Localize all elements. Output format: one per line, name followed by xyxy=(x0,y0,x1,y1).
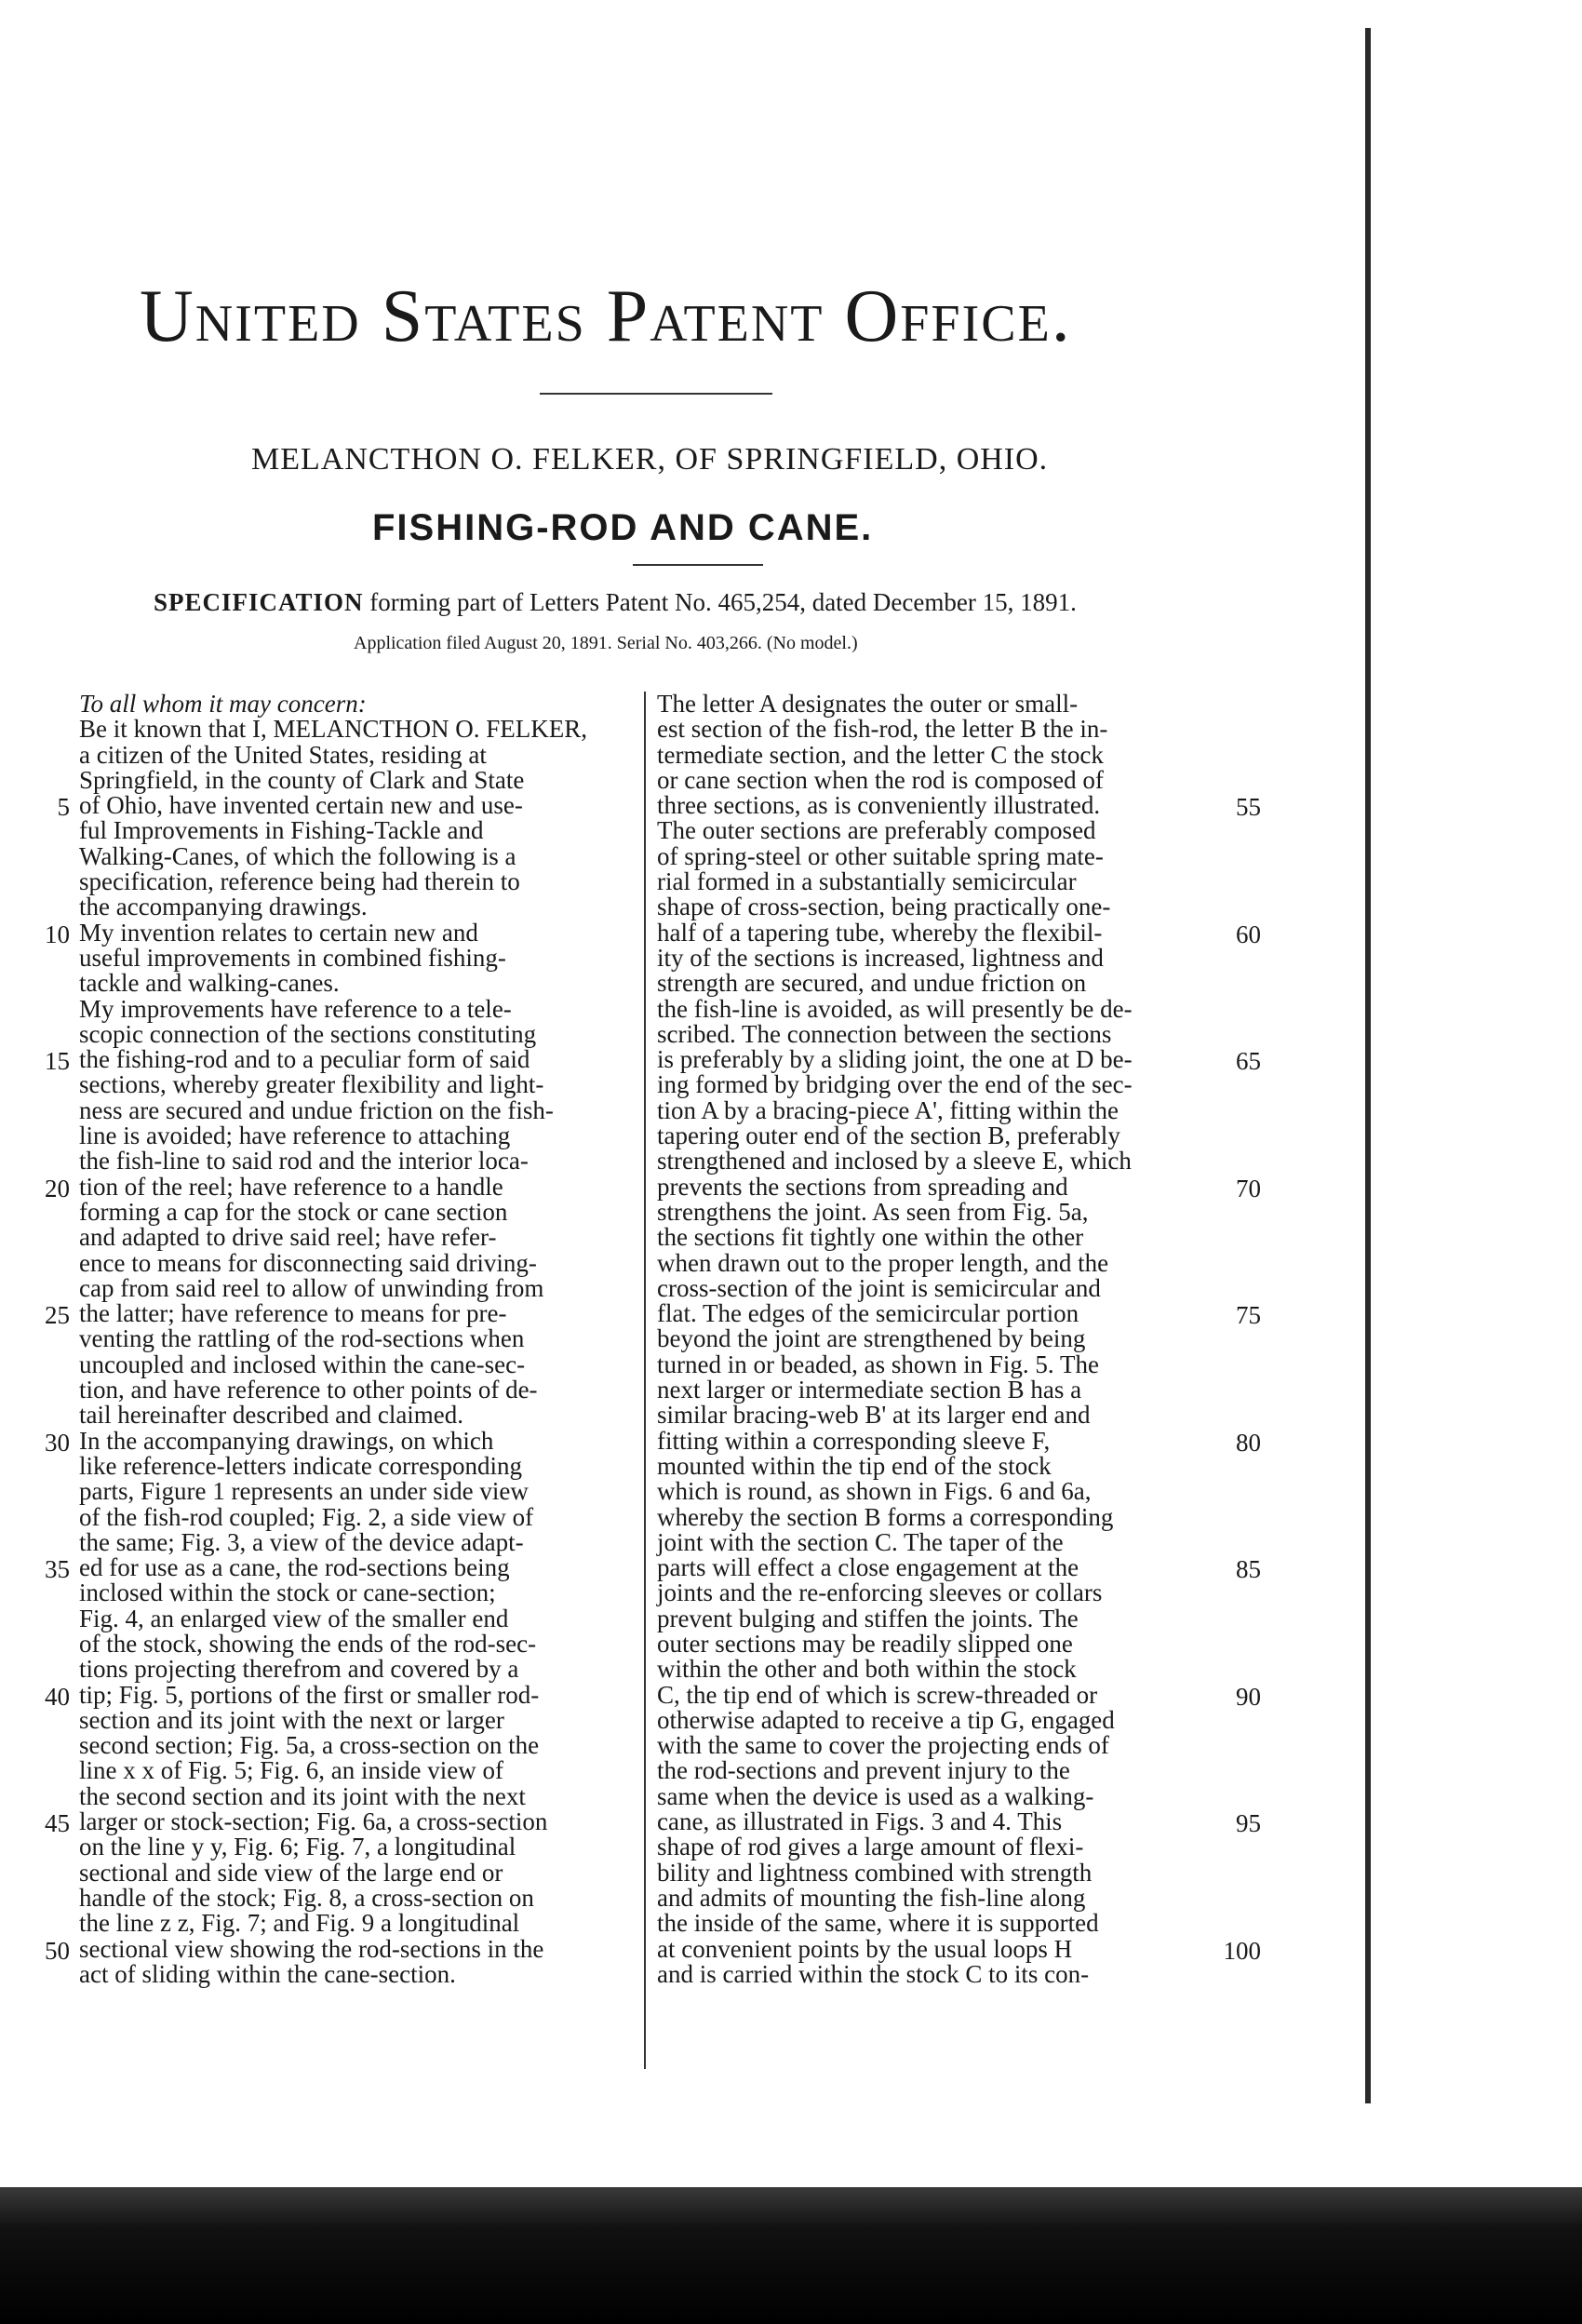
line-number: 45 xyxy=(45,1809,70,1838)
text-line: To all whom it may concern: xyxy=(79,690,367,718)
text-line: of Ohio, have invented certain new and use- xyxy=(79,791,523,820)
text-line: at convenient points by the usual loops H xyxy=(657,1934,1073,1963)
line-number: 10 xyxy=(45,920,70,948)
text-line: or cane section when the rod is composed of xyxy=(657,765,1104,794)
text-line: tion, and have reference to other points of de- xyxy=(79,1376,538,1404)
specification-line xyxy=(154,588,1224,617)
text-line: prevents the sections from spreading and xyxy=(657,1172,1068,1201)
line-number: 35 xyxy=(45,1555,70,1584)
text-line: forming a cap for the stock or cane section xyxy=(79,1197,508,1226)
text-line: tapering outer end of the section B, preferably xyxy=(657,1122,1120,1150)
text-line: larger or stock-section; Fig. 6a, a cross-section xyxy=(79,1807,548,1836)
text-line: turned in or beaded, as shown in Fig. 5. The xyxy=(657,1350,1099,1378)
text-line: the accompanying drawings. xyxy=(79,893,368,921)
text-line: of the stock, showing the ends of the rod-sec- xyxy=(79,1629,537,1658)
text-line: with the same to cover the projecting ends of xyxy=(657,1731,1109,1760)
text-line: cane, as illustrated in Figs. 3 and 4. This xyxy=(657,1807,1063,1836)
text-line: ed for use as a cane, the rod-sections being xyxy=(79,1553,510,1582)
page-edge-shadow xyxy=(1365,28,1371,2103)
text-line: tip; Fig. 5, portions of the first or smaller rod- xyxy=(79,1680,540,1709)
text-line: parts, Figure 1 represents an under side view xyxy=(79,1477,529,1506)
text-line: Springfield, in the county of Clark and State xyxy=(79,765,525,794)
text-line: the fish-line is avoided, as will presently be de- xyxy=(657,994,1133,1023)
text-line: scopic connection of the sections constituting xyxy=(79,1019,537,1048)
text-line: shape of cross-section, being practically one- xyxy=(657,893,1111,921)
text-line: three sections, as is conveniently illustrated. xyxy=(657,791,1101,820)
text-line: shape of rod gives a large amount of flexi- xyxy=(657,1833,1084,1861)
text-line: joint with the section C. The taper of the xyxy=(657,1527,1064,1556)
office-title: United States Patent Office. xyxy=(140,275,1072,357)
text-line: the line z z, Fig. 7; and Fig. 9 a longitudinal xyxy=(79,1909,520,1938)
text-line: inclosed within the stock or cane-section; xyxy=(79,1578,496,1607)
text-line: a citizen of the United States, residing at xyxy=(79,740,487,769)
text-line: strengthened and inclosed by a sleeve E, which xyxy=(657,1147,1132,1175)
line-number: 70 xyxy=(1236,1174,1261,1202)
text-line: half of a tapering tube, whereby the flexibil- xyxy=(657,918,1103,947)
column-divider xyxy=(644,692,646,2069)
text-line: beyond the joint are strengthened by being xyxy=(657,1324,1086,1353)
text-line: line is avoided; have reference to attaching xyxy=(79,1122,511,1150)
line-number: 55 xyxy=(1236,793,1261,822)
text-line: the same; Fig. 3, a view of the device adapt- xyxy=(79,1527,524,1556)
title-rule xyxy=(633,564,763,566)
text-line: of the fish-rod coupled; Fig. 2, a side view of xyxy=(79,1502,534,1531)
text-line: and adapted to drive said reel; have refer- xyxy=(79,1223,497,1252)
text-line: C, the tip end of which is screw-threaded or xyxy=(657,1680,1098,1709)
inventor-line: MELANCTHON O. FELKER, OF SPRINGFIELD, OHIO. xyxy=(251,442,1049,477)
text-line: same when the device is used as a walking- xyxy=(657,1781,1094,1810)
text-line: similar bracing-web B' at its larger end and xyxy=(657,1401,1091,1430)
text-line: like reference-letters indicate corresponding xyxy=(79,1451,523,1480)
text-line: useful improvements in combined fishing- xyxy=(79,943,506,972)
text-line: mounted within the tip end of the stock xyxy=(657,1451,1052,1480)
line-number: 85 xyxy=(1236,1555,1261,1584)
line-number: 80 xyxy=(1236,1428,1261,1457)
text-line: venting the rattling of the rod-sections when xyxy=(79,1324,525,1353)
text-line: termediate section, and the letter C the stock xyxy=(657,740,1104,769)
line-number: 90 xyxy=(1236,1682,1261,1711)
text-line: the rod-sections and prevent injury to the xyxy=(657,1756,1070,1785)
text-line: cross-section of the joint is semicircular and xyxy=(657,1273,1101,1302)
specification-label: SPECIFICATION xyxy=(154,588,364,616)
text-line: tackle and walking-canes. xyxy=(79,969,340,998)
line-number: 50 xyxy=(45,1936,70,1965)
line-number: 95 xyxy=(1236,1809,1261,1838)
text-line: sectional and side view of the large end or xyxy=(79,1858,503,1887)
text-line: ence to means for disconnecting said driving- xyxy=(79,1248,537,1277)
text-line: second section; Fig. 5a, a cross-section on the xyxy=(79,1731,540,1760)
line-number: 15 xyxy=(45,1047,70,1076)
text-line: strength are secured, and undue friction on xyxy=(657,969,1087,998)
invention-title: FISHING-ROD AND CANE. xyxy=(372,507,874,548)
text-line: bility and lightness combined with strength xyxy=(657,1858,1093,1887)
header-rule xyxy=(540,393,772,395)
text-line: when drawn out to the proper length, and the xyxy=(657,1248,1109,1277)
text-line: est section of the fish-rod, the letter B the in- xyxy=(657,715,1108,744)
text-line: is preferably by a sliding joint, the one at D be- xyxy=(657,1045,1133,1074)
text-line: outer sections may be readily slipped one xyxy=(657,1629,1073,1658)
text-line: strengthens the joint. As seen from Fig. 5a, xyxy=(657,1197,1089,1226)
text-line: scribed. The connection between the sections xyxy=(657,1019,1112,1048)
text-line: section and its joint with the next or larger xyxy=(79,1705,504,1734)
text-line: uncoupled and inclosed within the cane-sec- xyxy=(79,1350,526,1378)
text-line: tion of the reel; have reference to a handle xyxy=(79,1172,503,1201)
text-line: ing formed by bridging over the end of the sec- xyxy=(657,1070,1133,1099)
text-line: of spring-steel or other suitable spring mate- xyxy=(657,841,1104,870)
text-line: fitting within a corresponding sleeve F, xyxy=(657,1426,1051,1455)
text-line: the fish-line to said rod and the interior loca- xyxy=(79,1147,529,1175)
text-line: handle of the stock; Fig. 8, a cross-section on xyxy=(79,1883,534,1912)
text-line: tail hereinafter described and claimed. xyxy=(79,1401,464,1430)
text-line: which is round, as shown in Figs. 6 and 6a, xyxy=(657,1477,1092,1506)
text-line: Be it known that I, MELANCTHON O. FELKER, xyxy=(79,715,587,744)
text-line: sectional view showing the rod-sections in the xyxy=(79,1934,544,1963)
right-column xyxy=(657,692,1215,2088)
text-line: within the other and both within the stock xyxy=(657,1655,1077,1684)
text-line: flat. The edges of the semicircular portion xyxy=(657,1299,1079,1328)
text-line: whereby the section B forms a corresponding xyxy=(657,1502,1114,1531)
line-number: 30 xyxy=(45,1428,70,1457)
text-line: cap from said reel to allow of unwinding from xyxy=(79,1273,544,1302)
line-number: 20 xyxy=(45,1174,70,1202)
text-line: act of sliding within the cane-section. xyxy=(79,1959,456,1988)
text-line: My improvements have reference to a tele- xyxy=(79,994,512,1023)
text-line: Fig. 4, an enlarged view of the smaller end xyxy=(79,1604,509,1632)
line-number: 25 xyxy=(45,1301,70,1330)
text-line: specification, reference being had therein to xyxy=(79,867,520,896)
text-line: line x x of Fig. 5; Fig. 6, an inside view of xyxy=(79,1756,503,1785)
text-line: rial formed in a substantially semicircular xyxy=(657,867,1077,896)
text-line: the second section and its joint with the next xyxy=(79,1781,526,1810)
text-line: the sections fit tightly one within the other xyxy=(657,1223,1084,1252)
text-line: on the line y y, Fig. 6; Fig. 7, a longitudinal xyxy=(79,1833,516,1861)
text-line: tion A by a bracing-piece A', fitting within the xyxy=(657,1095,1119,1124)
line-number: 65 xyxy=(1236,1047,1261,1076)
text-line: the latter; have reference to means for pre- xyxy=(79,1299,507,1328)
application-line: Application filed August 20, 1891. Serial No. 403,266. (No model.) xyxy=(354,633,858,653)
text-line: My invention relates to certain new and xyxy=(79,918,478,947)
line-number: 5 xyxy=(57,793,70,822)
text-line: and admits of mounting the fish-line along xyxy=(657,1883,1086,1912)
line-number: 100 xyxy=(1223,1936,1261,1965)
text-line: and is carried within the stock C to its con- xyxy=(657,1959,1090,1988)
text-line: otherwise adapted to receive a tip G, engaged xyxy=(657,1705,1115,1734)
text-line: The letter A designates the outer or small- xyxy=(657,690,1079,718)
text-line: the inside of the same, where it is supported xyxy=(657,1909,1099,1938)
text-line: prevent bulging and stiffen the joints. The xyxy=(657,1604,1079,1632)
line-number: 40 xyxy=(45,1682,70,1711)
text-line: parts will effect a close engagement at the xyxy=(657,1553,1079,1582)
text-line: tions projecting therefrom and covered by a xyxy=(79,1655,519,1684)
scan-bottom-edge xyxy=(0,2187,1582,2324)
text-line: Walking-Canes, of which the following is a xyxy=(79,841,516,870)
text-line: ness are secured and undue friction on the fish- xyxy=(79,1095,554,1124)
text-line: The outer sections are preferably composed xyxy=(657,816,1096,845)
line-number: 60 xyxy=(1236,920,1261,948)
text-line: In the accompanying drawings, on which xyxy=(79,1426,494,1455)
specification-text: forming part of Letters Patent No. 465,254, dated December 15, 1891. xyxy=(369,588,1077,616)
line-number: 75 xyxy=(1236,1301,1261,1330)
text-line: the fishing-rod and to a peculiar form of said xyxy=(79,1045,530,1074)
text-line: ity of the sections is increased, lightness and xyxy=(657,943,1104,972)
left-column xyxy=(79,692,637,2088)
text-line: next larger or intermediate section B has a xyxy=(657,1376,1082,1404)
text-line: sections, whereby greater flexibility and light- xyxy=(79,1070,544,1099)
text-line: ful Improvements in Fishing-Tackle and xyxy=(79,816,484,845)
text-line: joints and the re-enforcing sleeves or collars xyxy=(657,1578,1103,1607)
